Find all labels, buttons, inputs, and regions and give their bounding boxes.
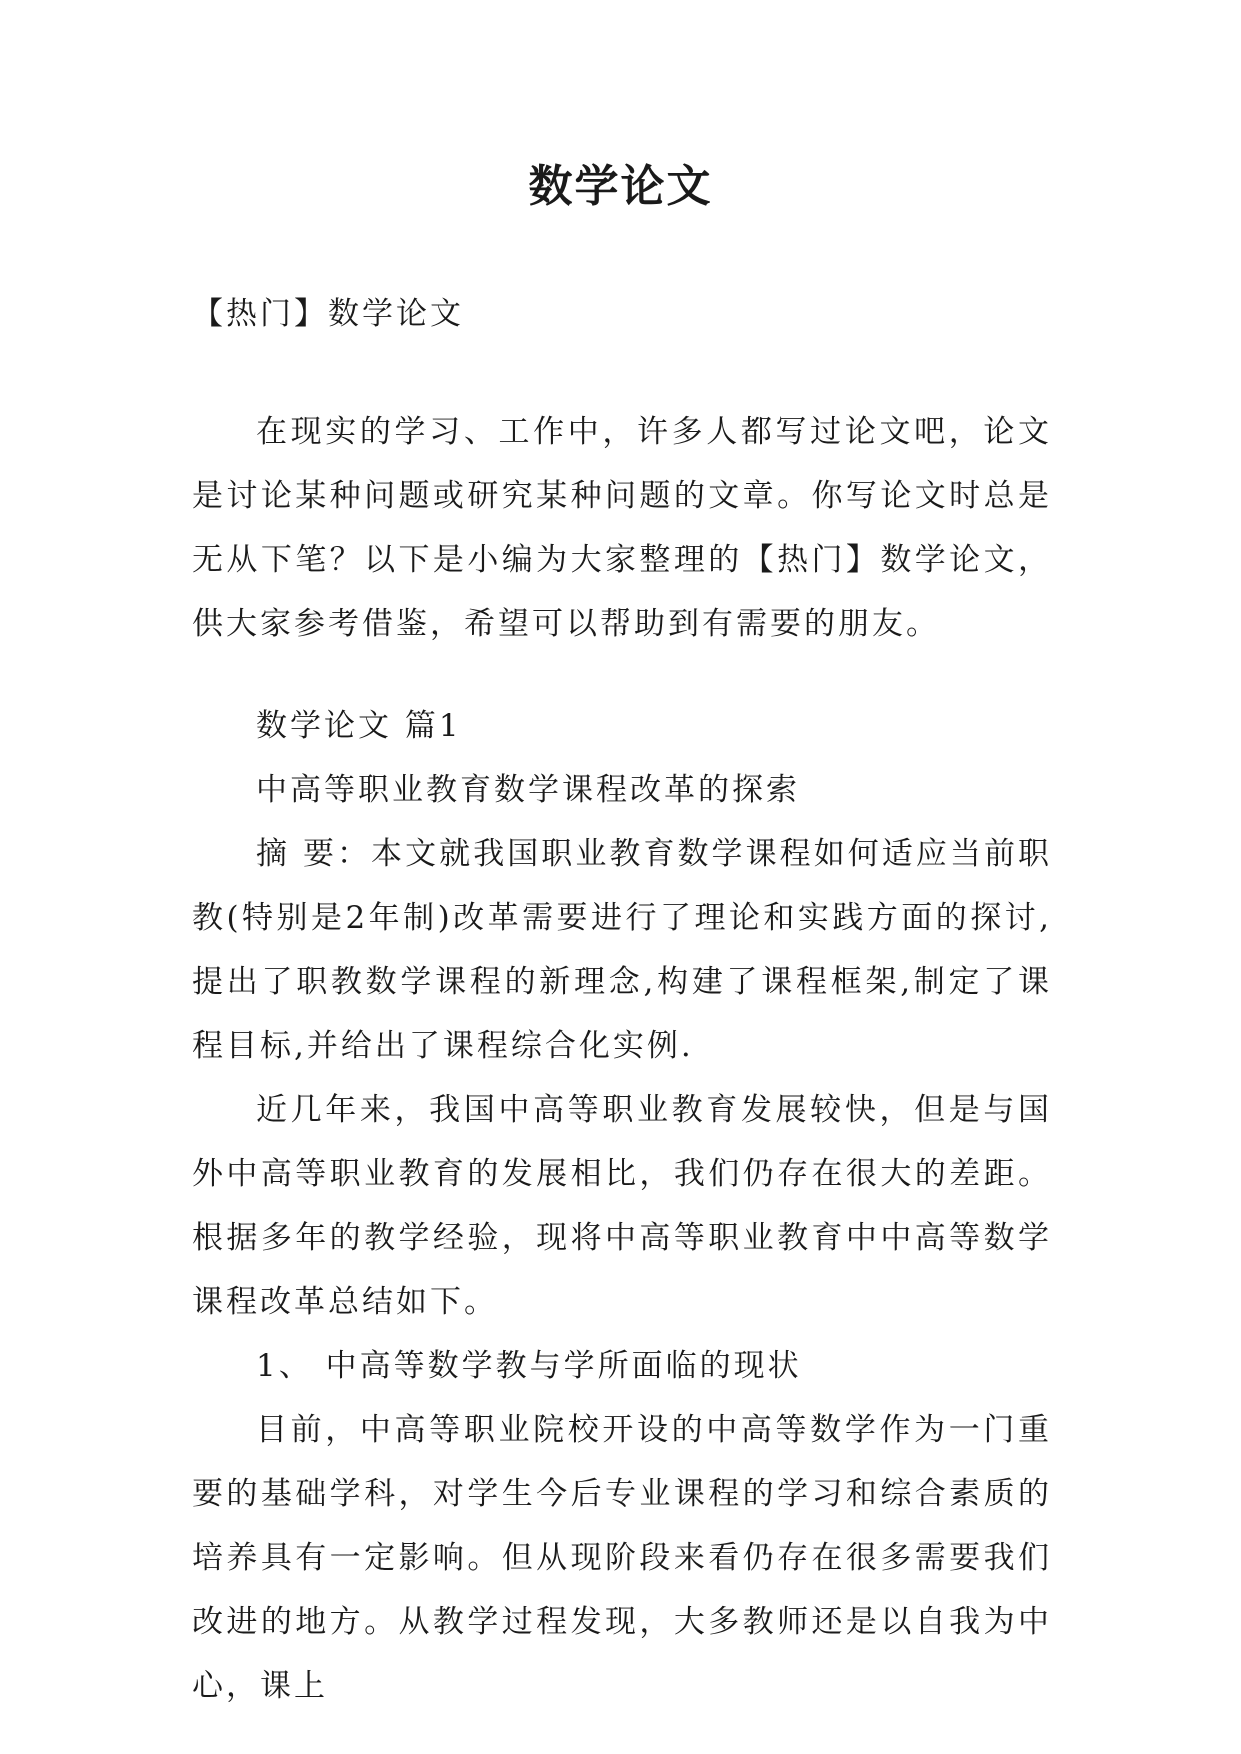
section-heading-1: 1、 中高等数学教与学所面临的现状: [256, 1348, 802, 1384]
intro-paragraph: 在现实的学习、工作中，许多人都写过论文吧，论文是讨论某种问题或研究某种问题的文章。你写论文时总是无从下笔？以下是小编为大家整理的【热门】数学论文，供大家参考借鉴，希望可以帮助到有需要的朋友。: [192, 414, 1052, 642]
intro-section: [192, 400, 1052, 656]
abstract-paragraph: 摘 要：本文就我国职业教育数学课程如何适应当前职教(特别是2年制)改革需要进行了理论和实践方面的探讨,提出了职教数学课程的新理念,构建了课程框架,制定了课程目标,并给出了课程综合化实例.: [192, 836, 1052, 1064]
body-paragraph-1: 近几年来，我国中高等职业教育发展较快，但是与国外中高等职业教育的发展相比，我们仍存在很大的差距。根据多年的教学经验，现将中高等职业教育中中高等数学课程改革总结如下。: [192, 1092, 1052, 1320]
article-section: [192, 694, 1052, 1718]
document-title: 数学论文: [528, 161, 713, 212]
document-subtitle: [192, 282, 1052, 346]
section-heading: 数学论文 篇1: [256, 708, 462, 744]
article-title: 中高等职业教育数学课程改革的探索: [256, 772, 800, 808]
body-paragraph-2: 目前，中高等职业院校开设的中高等数学作为一门重要的基础学科，对学生今后专业课程的学习和综合素质的培养具有一定影响。但从现阶段来看仍存在很多需要我们改进的地方。从教学过程发现，大多教师还是以自我为中心，课上: [192, 1412, 1052, 1704]
subtitle-text: 【热门】数学论文: [192, 296, 464, 332]
